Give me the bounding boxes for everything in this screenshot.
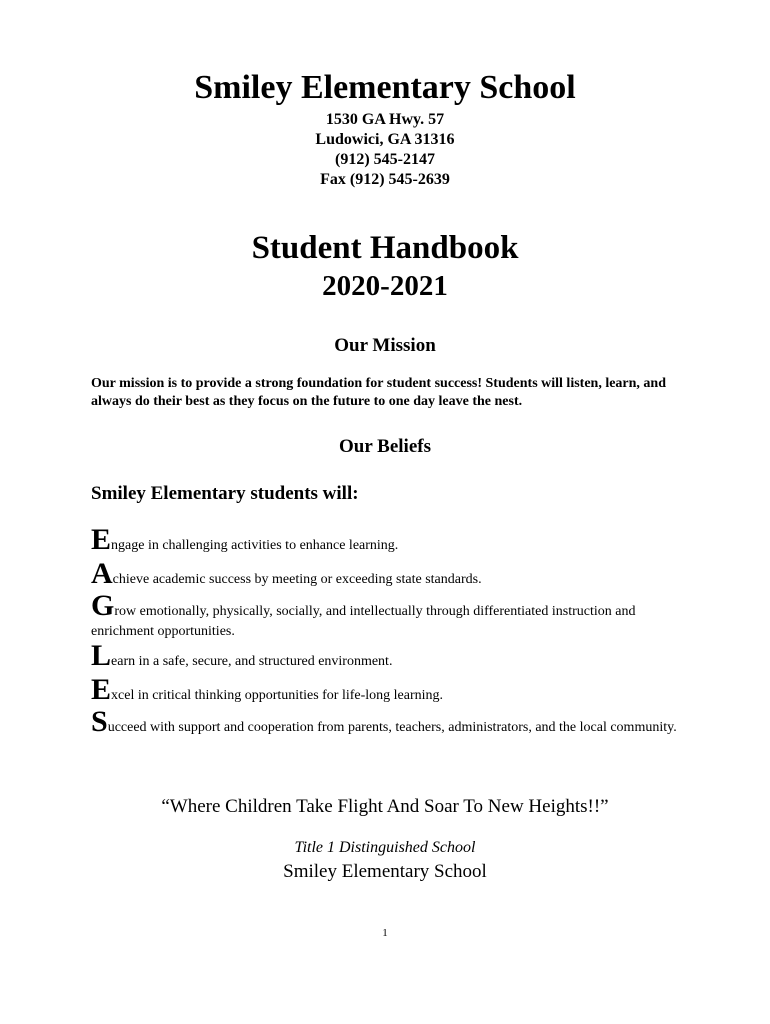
belief-text: row emotionally, physically, socially, and intellectually through differentiated instruction and enrichment opportunities. xyxy=(91,604,636,639)
belief-item-achieve xyxy=(91,557,691,590)
belief-text: earn in a safe, secure, and structured environment. xyxy=(111,654,393,669)
address-city: Ludowici, GA 31316 xyxy=(315,131,455,148)
mission-heading: Our Mission xyxy=(334,335,436,356)
school-address-block xyxy=(0,110,770,190)
beliefs-heading: Our Beliefs xyxy=(338,436,431,457)
belief-text: xcel in critical thinking opportunities for life-long learning. xyxy=(111,688,444,703)
address-street: 1530 GA Hwy. 57 xyxy=(325,111,445,128)
phone-number: (912) 545-2147 xyxy=(335,151,435,168)
handbook-title: Student Handbook xyxy=(251,230,519,266)
belief-item-succeed xyxy=(91,705,691,738)
school-motto-quote: “Where Children Take Flight And Soar To New Heights!!” xyxy=(161,796,609,817)
belief-initial: G xyxy=(91,589,115,622)
belief-text: ucceed with support and cooperation from parents, teachers, administrators, and the local community. xyxy=(107,720,677,735)
fax-number: Fax (912) 545-2639 xyxy=(320,171,450,188)
mission-statement: Our mission is to provide a strong foundation for student success! Students will listen, learn, and always do their best as they focus on the future to one day leave the nest. xyxy=(91,376,666,409)
page-number: 1 xyxy=(382,927,388,939)
belief-item-engage xyxy=(91,523,691,556)
footer-school-name: Smiley Elementary School xyxy=(283,861,487,882)
belief-item-excel xyxy=(91,673,691,706)
title-one-distinction: Title 1 Distinguished School xyxy=(294,839,476,856)
belief-text: chieve academic success by meeting or exceeding state standards. xyxy=(112,572,482,587)
belief-initial: E xyxy=(91,523,112,556)
belief-initial: A xyxy=(91,557,113,590)
belief-initial: E xyxy=(91,673,112,706)
beliefs-intro: Smiley Elementary students will: xyxy=(91,483,359,504)
handbook-year: 2020-2021 xyxy=(322,270,448,302)
belief-item-grow xyxy=(91,589,691,642)
belief-item-learn xyxy=(91,639,691,672)
school-name-heading: Smiley Elementary School xyxy=(194,69,576,106)
belief-text: ngage in challenging activities to enhance learning. xyxy=(111,538,399,553)
belief-initial: S xyxy=(91,705,108,738)
belief-initial: L xyxy=(91,639,112,672)
